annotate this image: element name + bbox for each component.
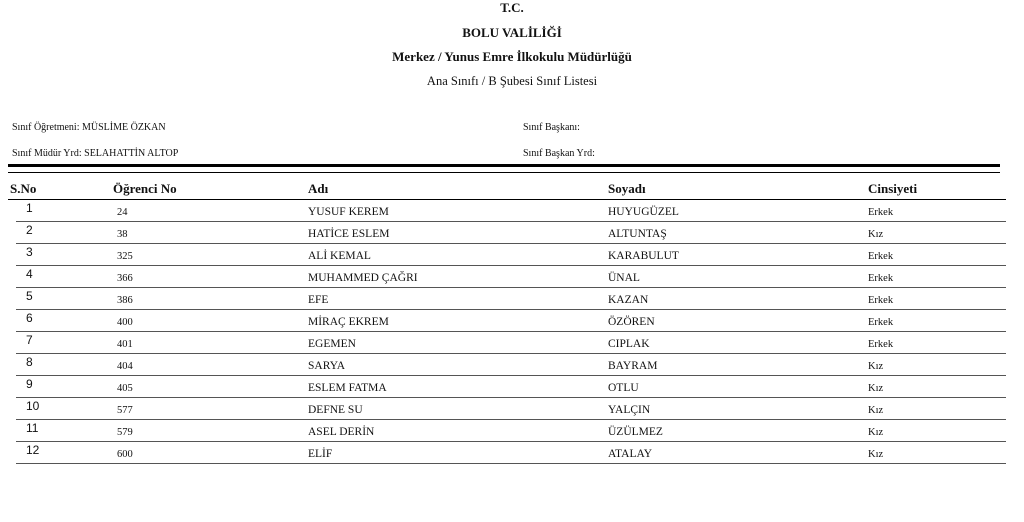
student-table-body [0, 200, 1024, 464]
divider-thick [8, 164, 1000, 167]
cell-surname: ÜZÜLMEZ [608, 426, 663, 438]
cell-surname: ÜNAL [608, 272, 640, 284]
cell-student-no: 38 [117, 229, 128, 240]
cell-sno: 12 [26, 443, 40, 457]
cell-name: EGEMEN [308, 338, 356, 350]
header-class-list-title: Ana Sınıfı / B Şubesi Sınıf Listesi [426, 74, 598, 88]
cell-sno: 4 [26, 267, 33, 281]
cell-sno: 5 [26, 289, 33, 303]
cell-student-no: 404 [117, 361, 133, 372]
table-row [16, 398, 1006, 420]
table-row [16, 442, 1006, 464]
cell-sno: 2 [26, 223, 33, 237]
cell-gender: Erkek [868, 273, 894, 284]
table-row [16, 376, 1006, 398]
cell-student-no: 577 [117, 405, 133, 416]
cell-surname: KAZAN [608, 294, 649, 306]
cell-name: ASEL DERİN [308, 426, 375, 438]
table-row [16, 332, 1006, 354]
cell-gender: Kız [868, 405, 884, 416]
cell-gender: Erkek [868, 251, 894, 262]
cell-name: ELİF [308, 448, 333, 460]
cell-name: HATİCE ESLEM [308, 228, 390, 240]
cell-surname: OTLU [608, 382, 639, 394]
cell-sno: 9 [26, 377, 33, 391]
cell-surname: CIPLAK [608, 338, 650, 350]
cell-name: DEFNE SU [308, 404, 363, 416]
cell-gender: Kız [868, 383, 884, 394]
cell-student-no: 24 [117, 207, 128, 218]
cell-name: MİRAÇ EKREM [308, 316, 389, 328]
cell-student-no: 386 [117, 295, 133, 306]
cell-gender: Erkek [868, 317, 894, 328]
cell-gender: Erkek [868, 295, 894, 306]
header-governorship: BOLU VALİLİĞİ [462, 25, 562, 40]
header-school: Merkez / Yunus Emre İlkokulu Müdürlüğü [392, 49, 632, 64]
cell-surname: YALÇIN [608, 404, 651, 416]
cell-student-no: 401 [117, 339, 133, 350]
cell-name: SARYA [308, 360, 346, 372]
cell-student-no: 400 [117, 317, 133, 328]
cell-gender: Erkek [868, 339, 894, 350]
cell-sno: 10 [26, 399, 40, 413]
cell-name: ALİ KEMAL [308, 250, 371, 262]
column-header-surname: Soyadı [608, 181, 646, 196]
cell-surname: HUYUGÜZEL [608, 206, 679, 218]
cell-student-no: 600 [117, 449, 133, 460]
table-row [16, 244, 1006, 266]
cell-student-no: 325 [117, 251, 133, 262]
table-row [16, 420, 1006, 442]
class-vice-president: Sınıf Başkan Yrd: [523, 148, 595, 159]
cell-sno: 7 [26, 333, 33, 347]
table-row [16, 354, 1006, 376]
cell-gender: Kız [868, 229, 884, 240]
cell-gender: Kız [868, 427, 884, 438]
cell-surname: ALTUNTAŞ [608, 228, 667, 240]
cell-gender: Erkek [868, 207, 894, 218]
column-header-gender: Cinsiyeti [868, 181, 918, 196]
cell-name: YUSUF KEREM [308, 206, 389, 218]
table-row [16, 222, 1006, 244]
cell-sno: 11 [26, 421, 39, 435]
cell-sno: 3 [26, 245, 33, 259]
cell-student-no: 579 [117, 427, 133, 438]
column-header-student-no: Öğrenci No [113, 181, 177, 196]
cell-sno: 1 [26, 201, 33, 215]
column-header-name: Adı [308, 181, 329, 196]
cell-name: EFE [308, 294, 329, 306]
table-row [16, 288, 1006, 310]
cell-surname: BAYRAM [608, 360, 658, 372]
table-row [16, 266, 1006, 288]
cell-gender: Kız [868, 361, 884, 372]
assistant-principal: Sınıf Müdür Yrd: SELAHATTİN ALTOP [12, 148, 179, 159]
table-row [16, 310, 1006, 332]
cell-surname: ÖZÖREN [608, 316, 655, 328]
cell-student-no: 366 [117, 273, 133, 284]
cell-gender: Kız [868, 449, 884, 460]
cell-surname: KARABULUT [608, 250, 679, 262]
divider-thin [8, 172, 1000, 173]
class-president: Sınıf Başkanı: [523, 122, 580, 133]
class-teacher: Sınıf Öğretmeni: MÜSLİME ÖZKAN [12, 122, 166, 133]
cell-sno: 6 [26, 311, 33, 325]
cell-student-no: 405 [117, 383, 133, 394]
cell-sno: 8 [26, 355, 33, 369]
cell-surname: ATALAY [608, 448, 653, 460]
column-header-sno: S.No [10, 181, 37, 196]
table-row [16, 200, 1006, 222]
header-tc: T.C. [500, 0, 524, 15]
cell-name: ESLEM FATMA [308, 382, 387, 394]
cell-name: MUHAMMED ÇAĞRI [308, 272, 418, 284]
